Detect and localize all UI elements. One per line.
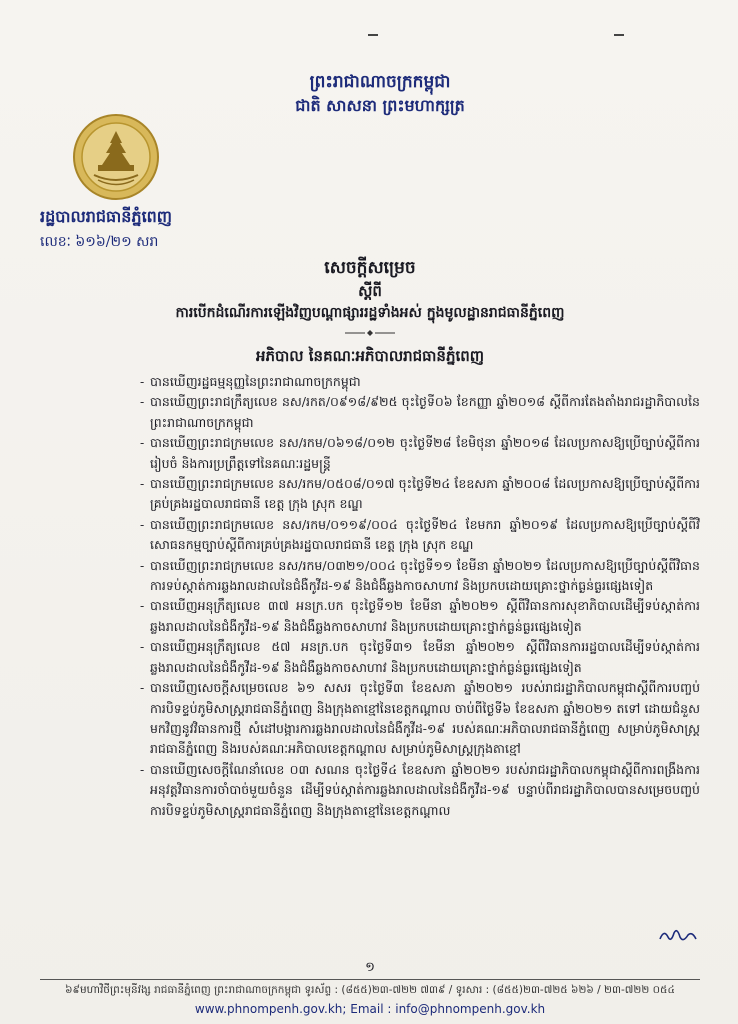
top-mark — [368, 34, 378, 36]
governor-heading: អភិបាល នៃគណៈអភិបាលរាជធានីភ្នំពេញ — [255, 347, 485, 365]
page-number: ១ — [365, 960, 375, 975]
footer-contact: www.phnompenh.gov.kh; Email : info@phnompenh.gov.kh — [194, 1002, 546, 1016]
footer-divider — [40, 979, 700, 980]
list-item: - បានឃើញរដ្ឋធម្មនុញ្ញនៃព្រះរាជាណាចក្រកម្ពុជា — [140, 372, 700, 392]
national-motto: ជាតិ សាសនា ព្រះមហាក្សត្រ — [295, 96, 465, 115]
list-item: - បានឃើញព្រះរាជក្រឹត្យលេខ នស/រកត/០៩១៨/៩២៥ ចុះថ្ងៃទី០៦ ខែកញ្ញា ឆ្នាំ២០១៨ ស្តីពីការតែងតាំងរាជរដ្ឋាភិបាលនៃព្រះរាជាណាចក្រកម្ពុជា — [140, 392, 700, 433]
list-item: - បានឃើញព្រះរាជក្រមលេខ នស/រកម/០៥០៨/០១៧ ចុះថ្ងៃទី២៤ ខែឧសភា ឆ្នាំ២០០៨ ដែលប្រកាសឱ្យប្រើច្បាប់ស្តីពីការគ្រប់គ្រងរដ្ឋបាលរាជធានី ខេត្ត ក្រុង ស្រុក ខណ្ឌ — [140, 474, 700, 515]
recital-list — [140, 372, 700, 821]
list-item: - បានឃើញព្រះរាជក្រមលេខ នស/រកម/០៦១៨/០១២ ចុះថ្ងៃទី២៨ ខែមិថុនា ឆ្នាំ២០១៨ ដែលប្រកាសឱ្យប្រើច្បាប់ស្តីពីការរៀបចំ និងការប្រព្រឹត្តទៅនៃគណៈរដ្ឋមន្ត្រី — [140, 433, 700, 474]
document-title — [120, 256, 620, 324]
list-item: - បានឃើញព្រះរាជក្រមលេខ នស/រកម/០១១៩/០០៤ ចុះថ្ងៃទី២៤ ខែមករា ឆ្នាំ២០១៩ ដែលប្រកាសឱ្យប្រើច្បាប់ស្តីពីវិសោធនកម្មច្បាប់ស្តីពីការគ្រប់គ្រងរដ្ឋបាលរាជធានី ខេត្ត ក្រុង ស្រុក ខណ្ឌ — [140, 515, 700, 556]
decision-about: ស្តីពី — [358, 282, 382, 300]
list-item: - បានឃើញសេចក្តីណែនាំលេខ ០៣ សណន ចុះថ្ងៃទី៤ ខែឧសភា ឆ្នាំ២០២១ របស់រាជរដ្ឋាភិបាលកម្ពុជាស្តីពីការពង្រឹងការអនុវត្តវិធានការចាំបាច់មួយចំនួន ដើម្បីទប់ស្កាត់ការឆ្លងរាលដាលនៃជំងឺកូវីដ-១៩ បន្ទាប់ពីរាជរដ្ឋាភិបាលបានសម្រេចបញ្ចប់ការបិទខ្ទប់ភូមិសាស្ត្ររាជធានីភ្នំពេញ និងក្រុងតាខ្មៅនៃខេត្តកណ្តាល — [140, 760, 700, 821]
issuer-name: រដ្ឋបាលរាជធានីភ្នំពេញ — [40, 207, 173, 226]
kingdom-name: ព្រះរាជាណាចក្រកម្ពុជា — [309, 72, 451, 92]
top-mark — [614, 34, 624, 36]
list-item: - បានឃើញព្រះរាជក្រមលេខ នស/រកម/០៣២១/០០៤ ចុះថ្ងៃទី១១ ខែមីនា ឆ្នាំ២០២១ ដែលប្រកាសឱ្យប្រើច្បាប់ស្តីពីវិធានការទប់ស្កាត់ការឆ្លងរាលដាលនៃជំងឺកូវីដ-១៩ និងជំងឺឆ្លងកាចសាហាវ និងប្រកបដោយគ្រោះថ្នាក់ធ្ងន់ធ្ងរផ្សេងទៀត — [140, 556, 700, 597]
decision-title: សេចក្តីសម្រេច — [324, 258, 416, 278]
list-item: - បានឃើញសេចក្តីសម្រេចលេខ ៦១ សសរ ចុះថ្ងៃទី៣ ខែឧសភា ឆ្នាំ២០២១ របស់រាជរដ្ឋាភិបាលកម្ពុជាស្តីពីការបញ្ចប់ការបិទខ្ទប់ភូមិសាស្ត្ររាជធានីភ្នំពេញ និងក្រុងតាខ្មៅនៃខេត្តកណ្តាល ចាប់ពីថ្ងៃទី៦ ខែឧសភា ឆ្នាំ២០២១ តទៅ ដោយជំនួសមកវិញនូវវិធានការថ្មី សំដៅបង្ការការឆ្លងរាលដាលនៃជំងឺកូវីដ-១៩ របស់គណៈអភិបាលរាជធានីភ្នំពេញ សម្រាប់ភូមិសាស្ត្ររាជធានីភ្នំពេញ និងរបស់គណៈអភិបាលខេត្តកណ្តាល សម្រាប់ភូមិសាស្ត្រក្រុងតាខ្មៅ — [140, 678, 700, 760]
reference-number: លេខៈ ៦១៦/២១ សរា — [40, 234, 159, 250]
footer-address: ៦៩មហាវិថីព្រះមុនីវង្ស រាជធានីភ្នំពេញ ព្រះរាជាណាចក្រកម្ពុជា ទូរស័ព្ទ : (៨៥៥)២៣-៧២២ ៧៣៩ / ទូរសារ : (៨៥៥)២៣-៧២៥ ៦២៦ / ២៣-៧២២ ០៥៤ — [65, 984, 675, 996]
list-item: - បានឃើញអនុក្រឹត្យលេខ ៣៧ អនក្រ.បក ចុះថ្ងៃទី១២ ខែមីនា ឆ្នាំ២០២១ ស្តីពីវិធានការសុខាភិបាលដើម្បីទប់ស្កាត់ការឆ្លងរាលដាលនៃជំងឺកូវីដ-១៩ និងជំងឺឆ្លងកាចសាហាវ និងប្រកបដោយគ្រោះថ្នាក់ធ្ងន់ធ្ងរផ្សេងទៀត — [140, 596, 700, 637]
kingdom-header — [240, 70, 520, 118]
ornament-divider-icon — [345, 329, 395, 337]
list-item: - បានឃើញអនុក្រឹត្យលេខ ៥៧ អនក្រ.បក ចុះថ្ងៃទី៣១ ខែមីនា ឆ្នាំ២០២១ ស្តីពីវិធានការរដ្ឋបាលដើម្បីទប់ស្កាត់ការឆ្លងរាលដាលនៃជំងឺកូវីដ-១៩ និងជំងឺឆ្លងកាចសាហាវ និងប្រកបដោយគ្រោះថ្នាក់ធ្ងន់ធ្ងរផ្សេងទៀត — [140, 637, 700, 678]
city-seal-icon — [72, 113, 160, 201]
decision-subject: ការបើកដំណើរការឡើងវិញបណ្តាផ្សាររដ្ឋទាំងអស់ ក្នុងមូលដ្ឋានរាជធានីភ្នំពេញ — [175, 305, 565, 321]
initials-signature-icon — [658, 927, 698, 945]
